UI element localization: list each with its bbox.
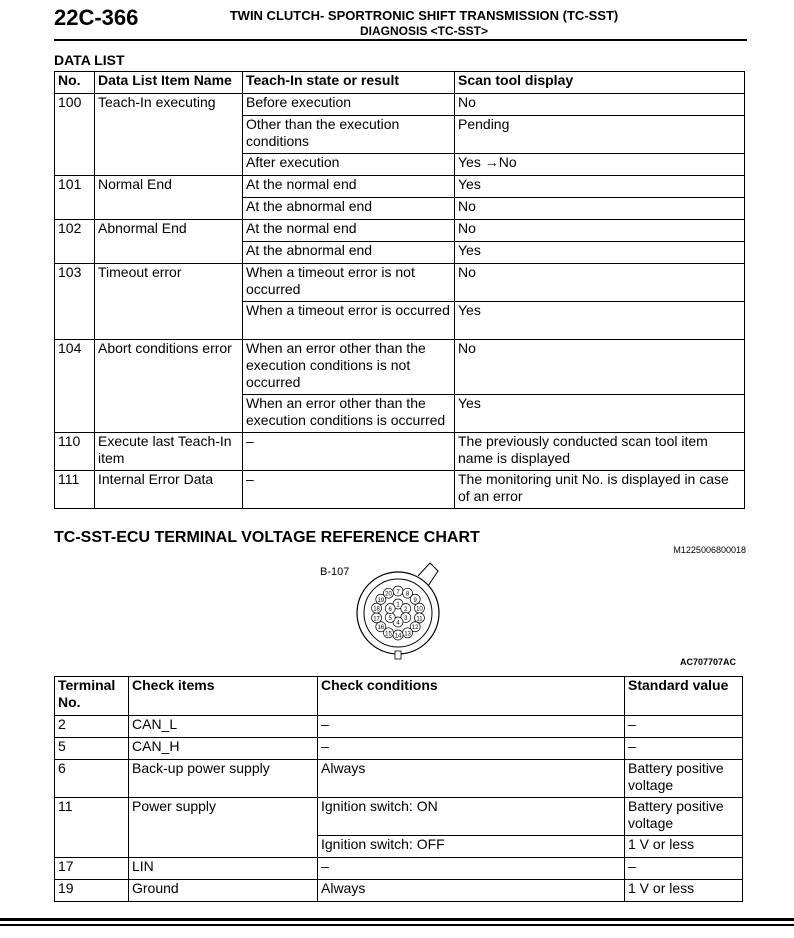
item-number: 104 xyxy=(55,340,95,433)
check-item: Power supply xyxy=(129,798,318,858)
table-row xyxy=(55,738,743,760)
terminal-number: 11 xyxy=(55,798,129,858)
teach-in-state: At the abnormal end xyxy=(243,198,455,220)
data-list-title: DATA LIST xyxy=(54,52,125,68)
teach-in-state: When an error other than the execution conditions is not occurred xyxy=(243,340,455,395)
connector-pin-number: 17 xyxy=(373,616,380,623)
connector-pin-number: 8 xyxy=(405,591,410,598)
table-row xyxy=(55,176,745,198)
item-name: Abort conditions error xyxy=(95,340,243,433)
column-header: Standard value xyxy=(625,677,743,716)
scan-tool-display: Yes xyxy=(455,395,745,433)
check-condition: Ignition switch: ON xyxy=(318,798,625,836)
connector-pin-number: 4 xyxy=(396,620,400,627)
footer-rule xyxy=(0,918,794,921)
item-name: Internal Error Data xyxy=(95,471,243,509)
table-row xyxy=(55,716,743,738)
item-name: Normal End xyxy=(95,176,243,220)
voltage-chart-table xyxy=(54,676,743,902)
page-number: 22C-366 xyxy=(54,5,139,30)
check-condition: – xyxy=(318,858,625,880)
connector-diagram xyxy=(348,558,448,663)
connector-pin-number: 11 xyxy=(416,616,423,623)
column-header: No. xyxy=(55,72,95,94)
scan-tool-display: Yes xyxy=(455,302,745,340)
table-row xyxy=(55,858,743,880)
reference-code: M1225006800018 xyxy=(673,545,746,555)
check-condition: Always xyxy=(318,760,625,798)
connector-pin-number: 14 xyxy=(394,633,402,640)
check-item: LIN xyxy=(129,858,318,880)
column-header: Scan tool display xyxy=(455,72,745,94)
column-header: Terminal No. xyxy=(55,677,129,716)
connector-pin-number: 9 xyxy=(413,597,417,604)
terminal-number: 19 xyxy=(55,880,129,902)
scan-tool-display: The previously conducted scan tool item name is displayed xyxy=(455,433,745,471)
table-row xyxy=(55,340,745,395)
check-condition: Always xyxy=(318,880,625,902)
check-condition: Ignition switch: OFF xyxy=(318,836,625,858)
check-item: CAN_L xyxy=(129,716,318,738)
connector-pin-number: 6 xyxy=(388,607,392,613)
standard-value: Battery positive voltage xyxy=(625,760,743,798)
connector-pin-number: 5 xyxy=(388,616,392,622)
teach-in-state: – xyxy=(243,471,455,509)
standard-value: 1 V or less xyxy=(625,880,743,902)
connector-pin-number: 7 xyxy=(396,589,400,596)
voltage-chart-title: TC-SST-ECU TERMINAL VOLTAGE REFERENCE CHART xyxy=(54,529,480,546)
item-name: Abnormal End xyxy=(95,220,243,264)
connector-pin-number: 2 xyxy=(404,607,408,613)
terminal-number: 17 xyxy=(55,858,129,880)
scan-tool-display: No xyxy=(455,340,745,395)
connector-pin-number: 1 xyxy=(396,602,400,609)
item-number: 110 xyxy=(55,433,95,471)
standard-value: Battery positive voltage xyxy=(625,798,743,836)
item-number: 103 xyxy=(55,264,95,340)
terminal-number: 5 xyxy=(55,738,129,760)
scan-tool-display: No xyxy=(455,198,745,220)
data-list-table xyxy=(54,71,745,509)
check-item: CAN_H xyxy=(129,738,318,760)
column-header: Data List Item Name xyxy=(95,72,243,94)
connector-pin-number: 19 xyxy=(377,597,385,604)
scan-tool-display: The monitoring unit No. is displayed in case of an error xyxy=(455,471,745,509)
standard-value: 1 V or less xyxy=(625,836,743,858)
connector-pin-number: 12 xyxy=(411,625,419,632)
item-number: 111 xyxy=(55,471,95,509)
table-row xyxy=(55,94,745,116)
teach-in-state: Other than the execution conditions xyxy=(243,116,455,154)
connector-pin-number: 10 xyxy=(416,606,423,613)
table-row xyxy=(55,880,743,902)
scan-tool-display: Pending xyxy=(455,116,745,154)
scan-tool-display: Yes →No xyxy=(455,154,745,176)
connector-pin-number: 15 xyxy=(385,631,392,638)
figure-code: AC707707AC xyxy=(680,657,737,667)
scan-tool-display: No xyxy=(455,94,745,116)
standard-value: – xyxy=(625,738,743,760)
table-row xyxy=(55,798,743,836)
connector-pin-number: 20 xyxy=(385,591,392,598)
scan-tool-display: Yes xyxy=(455,242,745,264)
connector-label: B-107 xyxy=(320,566,350,578)
header-rule xyxy=(54,39,747,41)
table-header-row xyxy=(55,72,745,94)
check-item: Back-up power supply xyxy=(129,760,318,798)
table-row xyxy=(55,220,745,242)
document-title: TWIN CLUTCH- SPORTRONIC SHIFT TRANSMISSION (TC-SST) xyxy=(229,8,619,23)
teach-in-state: When an error other than the execution conditions is occurred xyxy=(243,395,455,433)
table-row xyxy=(55,471,745,509)
connector-pin-number: 16 xyxy=(377,625,385,632)
scan-tool-display: Yes xyxy=(455,176,745,198)
item-name: Timeout error xyxy=(95,264,243,340)
scan-tool-display: No xyxy=(455,220,745,242)
item-number: 101 xyxy=(55,176,95,220)
terminal-number: 2 xyxy=(55,716,129,738)
footer-rule xyxy=(0,924,794,926)
teach-in-state: When a timeout error is not occurred xyxy=(243,264,455,302)
table-row xyxy=(55,760,743,798)
item-name: Teach-In executing xyxy=(95,94,243,176)
column-header: Check conditions xyxy=(318,677,625,716)
teach-in-state: At the abnormal end xyxy=(243,242,455,264)
item-name: Execute last Teach-In item xyxy=(95,433,243,471)
column-header: Check items xyxy=(129,677,318,716)
teach-in-state: At the normal end xyxy=(243,176,455,198)
check-condition: – xyxy=(318,716,625,738)
table-row xyxy=(55,433,745,471)
check-condition: – xyxy=(318,738,625,760)
item-number: 102 xyxy=(55,220,95,264)
teach-in-state: When a timeout error is occurred xyxy=(243,302,455,340)
standard-value: – xyxy=(625,858,743,880)
item-number: 100 xyxy=(55,94,95,176)
document-subtitle: DIAGNOSIS <TC-SST> xyxy=(359,24,489,38)
table-row xyxy=(55,264,745,302)
connector-pin-number: 13 xyxy=(404,631,411,638)
teach-in-state: At the normal end xyxy=(243,220,455,242)
connector-tab xyxy=(395,651,401,659)
teach-in-state: Before execution xyxy=(243,94,455,116)
teach-in-state: After execution xyxy=(243,154,455,176)
check-item: Ground xyxy=(129,880,318,902)
table-header-row xyxy=(55,677,743,716)
connector-pin-number: 18 xyxy=(373,606,380,613)
connector-pin-number: 3 xyxy=(404,616,408,622)
scan-tool-display: No xyxy=(455,264,745,302)
teach-in-state: – xyxy=(243,433,455,471)
terminal-number: 6 xyxy=(55,760,129,798)
standard-value: – xyxy=(625,716,743,738)
column-header: Teach-In state or result xyxy=(243,72,455,94)
